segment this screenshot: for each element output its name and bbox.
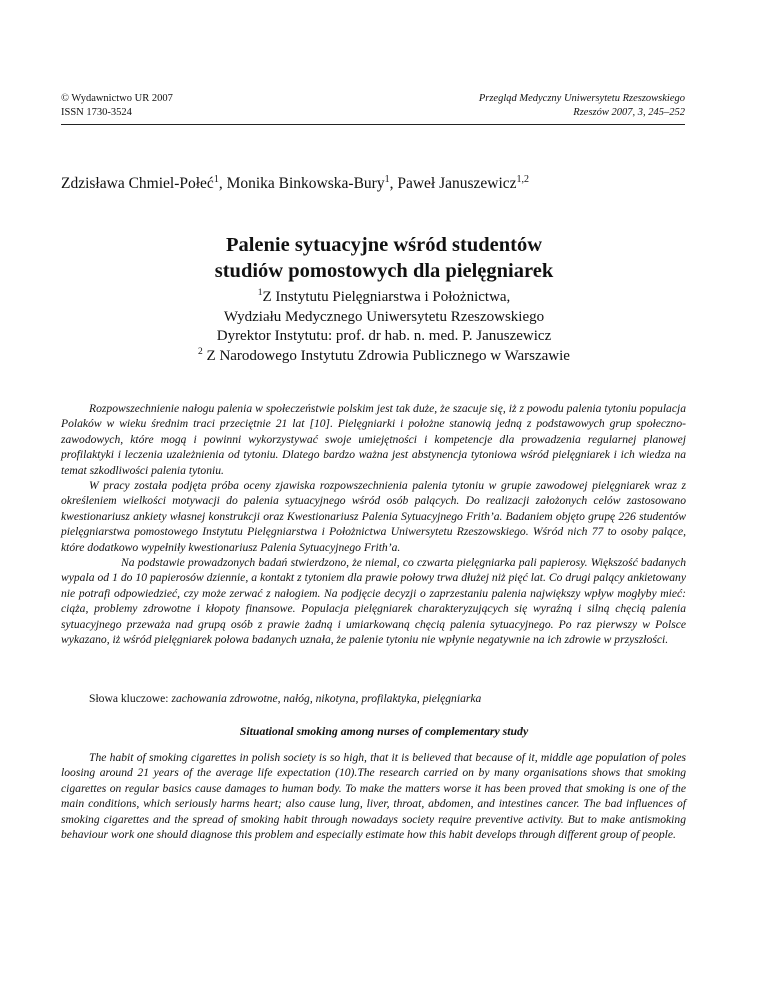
- author-name: Paweł Januszewicz: [397, 175, 517, 192]
- journal-info-left: [61, 92, 173, 120]
- abstract-paragraph: Na podstawie prowadzonych badań stwierdzono, że niemal, co czwarta pielęgniarka pali papierosy. Większość badanych wypala od 1 do 10 papierosów dziennie, a kontakt z tytoniem dla prawie połowy trwa dłużej niż pięć lat. Co drugi palący ankietowany nie potrafi odpowiedzieć, czy może zerwać z nałogiem. Na podjęcie decyzji o zaprzestaniu palenia największy wpływ mogłyby mieć: ciąża, problemy zdrowotne i kłopoty finansowe. Populacja pielęgniarek charakteryzujących się wyraźną i silną chęcią palenia sytuacyjnego przeważa nad grupą osób z prawie żadną i umiarkowaną chęcią palenia sytuacyjnego. Po raz pierwszy w Polsce wykazano, iż wśród pielęgniarek połowa badanych uznała, że palenie tytoniu nie wpłynie negatywnie na ich zdrowie w przyszłości.: [61, 556, 686, 647]
- issn-line: ISSN 1730-3524: [61, 107, 132, 118]
- english-title: Situational smoking among nurses of complementary study: [239, 724, 529, 738]
- paper-title-line: Palenie sytuacyjne wśród studentów: [225, 234, 543, 256]
- affiliation-line: Dyrektor Instytutu: prof. dr hab. n. med. P. Januszewicz: [216, 328, 552, 344]
- author-separator: ,: [389, 175, 398, 192]
- affiliations: [0, 288, 768, 366]
- journal-info-right: [479, 92, 685, 120]
- abstract-paragraph: Rozpowszechnienie nałogu palenia w społeczeństwie polskim jest tak duże, że szacuje się, iż z powodu palenia tytoniu populacja Polaków w wieku średnim traci przeciętnie 21 lat [10]. Pielęgniarki i położne stanowią jedną z podstawowych grup społeczno-zawodowych, które mogą i powinni wykorzystywać swoje umiejętności i kompetencje dla prowadzenia regularnej planowej profilaktyki i leczenia uzależnienia od tytoniu. Dlatego bardzo ważna jest abstynencja tytoniowa wśród pielęgniarek i ich wiedza na temat szkodliwości palenia tytoniu.: [61, 402, 686, 477]
- paper-title: [0, 232, 768, 284]
- copyright-line: © Wydawnictwo UR 2007: [61, 93, 173, 104]
- author-name: Monika Binkowska-Bury: [226, 175, 385, 192]
- author-affiliation-mark: 1: [384, 174, 390, 185]
- affiliation-mark: 2: [198, 346, 203, 357]
- author-list: [61, 175, 529, 193]
- paper-title-line: studiów pomostowych dla pielęgniarek: [214, 260, 554, 282]
- author-affiliation-mark: 1: [213, 174, 219, 185]
- header-divider: [61, 124, 685, 125]
- keywords-value: zachowania zdrowotne, nałóg, nikotyna, profilaktyka, pielęgniarka: [171, 692, 482, 705]
- keywords: [89, 692, 481, 705]
- abstract-paragraph: The habit of smoking cigarettes in polish society is so high, that it is believed that because of it, middle age population of poles loosing around 21 years of the average life expectation (10).The research carried on by many organisations shows that smoking cigarettes on regular basics cause damages to human body. To make the matters worse it has been proved that smoking is one of the main conditions, which seriously harms heart; also cause lung, liver, throat, abdomen, and intestines cancer. The bad influences of smoking cigarettes and the spread of smoking habit through nowadays society require preventive activity. But to make antismoking behaviour work one should diagnose this problem and especially estimate how this habit develops through different group of people.: [61, 751, 686, 842]
- affiliation-text: Z Instytutu Pielęgniarstwa i Położnictwa,: [262, 289, 511, 305]
- affiliation-line: Wydziału Medycznego Uniwersytetu Rzeszowskiego: [223, 308, 545, 325]
- author-separator: ,: [218, 175, 227, 192]
- affiliation-line: [0, 288, 768, 308]
- journal-name: Przegląd Medyczny Uniwersytetu Rzeszowskiego: [478, 93, 685, 104]
- affiliation-text: Z Narodowego Instytutu Zdrowia Publicznego w Warszawie: [202, 347, 570, 364]
- keywords-label: Słowa kluczowe:: [89, 692, 172, 705]
- abstract-paragraph: W pracy została podjęta próba oceny zjawiska rozpowszechnienia palenia tytoniu w grupie zawodowej pielęgniarek wraz z określeniem wielkości motywacji do palenia sytuacyjnego wśród osób palących. Do realizacji założonych celów zastosowano kwestionariusz ankiety własnej konstrukcji oraz Kwestionariusz Palenia Sytuacyjnego Frith’a. Badaniem objęto grupę 226 studentów pielęgniarstwa pomostowego Instytutu Pielęgniarstwa i Położnictwa Uniwersytetu Rzeszowskiego. Wśród nich 77 to osoby palące, które dodatkowo wypełniły kwestionariusz Palenia Sytuacyjnego Frith’a.: [61, 479, 686, 554]
- author-name: Zdzisława Chmiel-Połeć: [61, 175, 214, 192]
- affiliation-mark: 1: [257, 288, 263, 298]
- journal-citation: Rzeszów 2007, 3, 245–252: [573, 107, 685, 118]
- author-affiliation-mark: 1,2: [516, 174, 530, 185]
- abstract-polish: [61, 401, 686, 648]
- affiliation-line: [0, 347, 768, 367]
- abstract-english: [61, 750, 686, 842]
